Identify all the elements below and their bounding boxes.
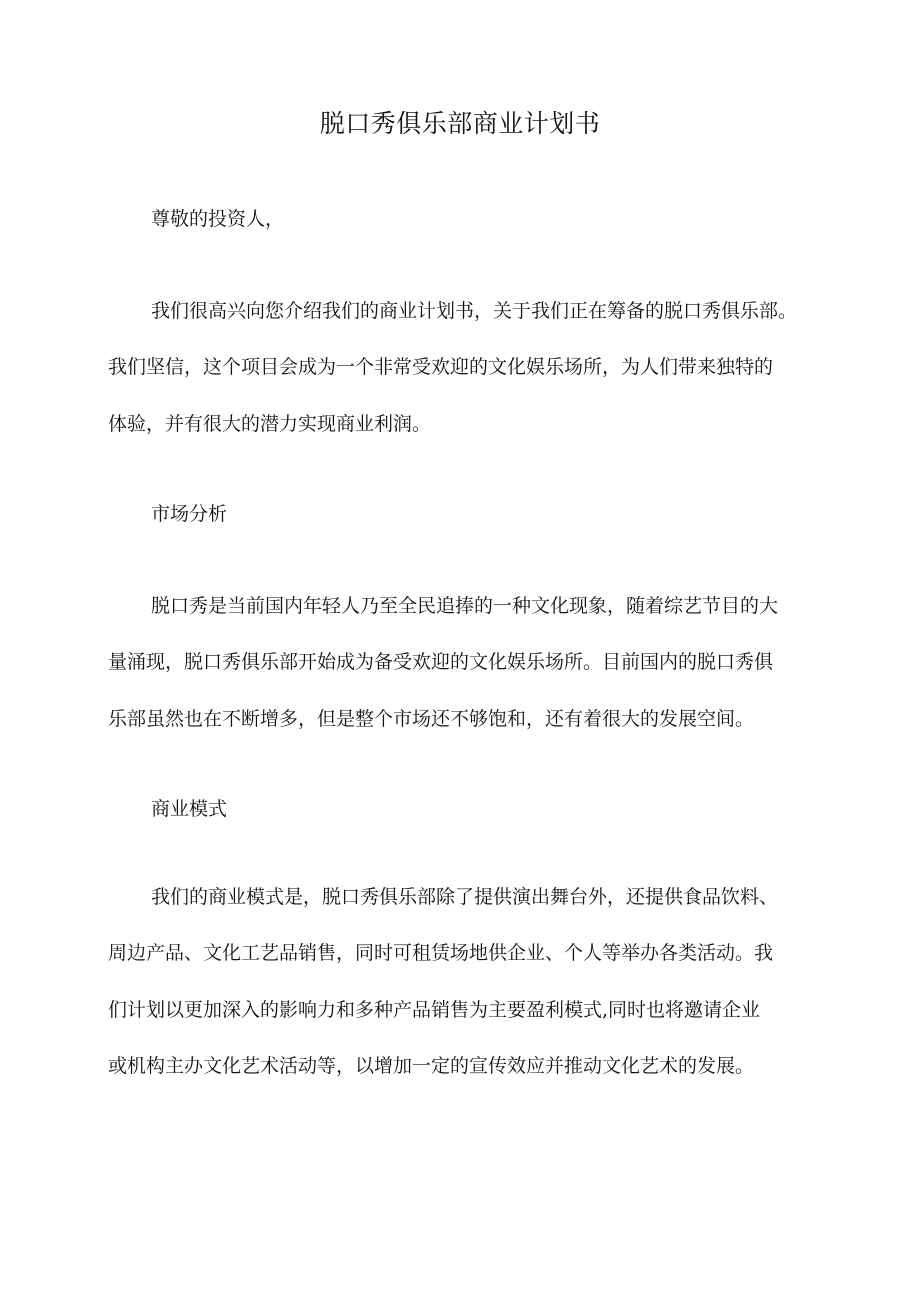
section-heading-market: 市场分析 <box>151 503 228 525</box>
salutation: 尊敬的投资人， <box>151 208 285 230</box>
business-line-4: 或机构主办文化艺术活动等，以增加一定的宣传效应并推动文化艺术的发展。 <box>108 1055 755 1077</box>
market-line-1: 脱口秀是当前国内年轻人乃至全民追捧的一种文化现象，随着综艺节目的大 <box>151 595 779 617</box>
intro-line-1: 我们很高兴向您介绍我们的商业计划书，关于我们正在筹备的脱口秀俱乐部。 <box>151 300 798 322</box>
market-line-2: 量涌现，脱口秀俱乐部开始成为备受欢迎的文化娱乐场所。目前国内的脱口秀俱 <box>108 651 774 673</box>
business-line-1: 我们的商业模式是，脱口秀俱乐部除了提供演出舞台外，还提供食品饮料、 <box>151 886 779 908</box>
market-line-3: 乐部虽然也在不断增多，但是整个市场还不够饱和，还有着很大的发展空间。 <box>108 708 755 730</box>
section-heading-business-model: 商业模式 <box>151 798 228 820</box>
document-title: 脱口秀俱乐部商业计划书 <box>319 109 601 138</box>
business-line-2: 周边产品、文化工艺品销售，同时可租赁场地供企业、个人等举办各类活动。我 <box>108 942 774 964</box>
business-line-3: 们计划以更加深入的影响力和多种产品销售为主要盈利模式,同时也将邀请企业 <box>108 999 761 1021</box>
intro-line-3: 体验，并有很大的潜力实现商业利润。 <box>108 413 432 435</box>
intro-line-2: 我们坚信，这个项目会成为一个非常受欢迎的文化娱乐场所，为人们带来独特的 <box>108 356 774 378</box>
